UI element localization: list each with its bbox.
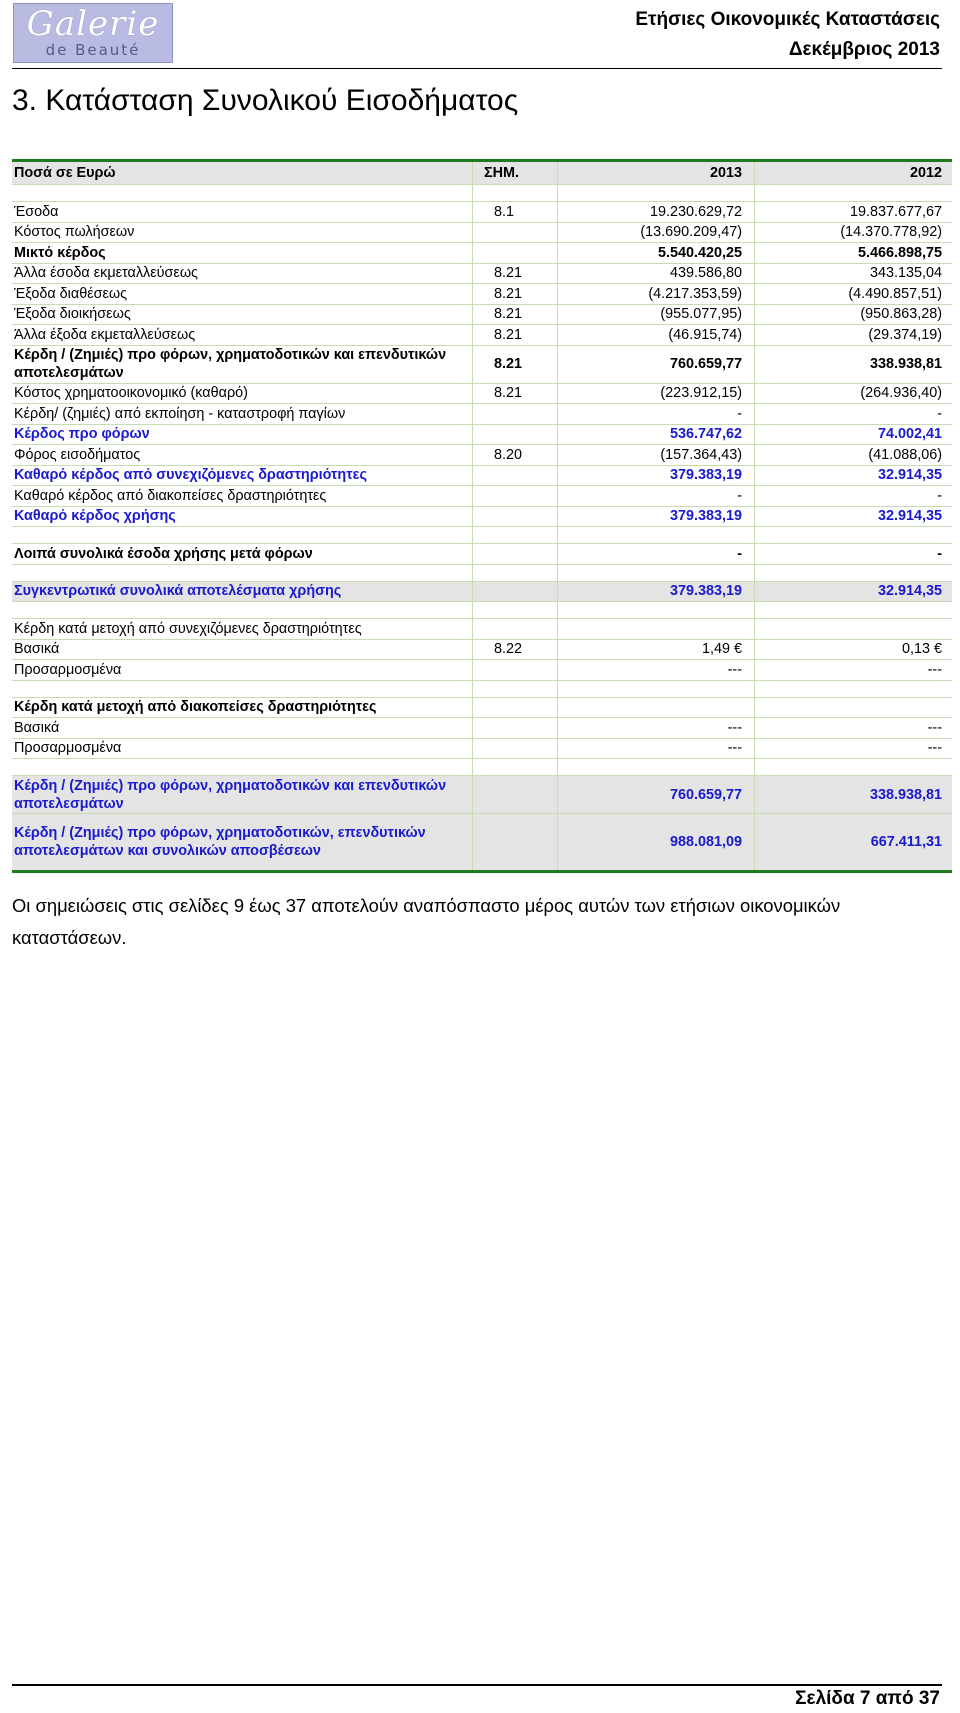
row-value-2013: 988.081,09	[669, 834, 742, 850]
row-value-2013: (13.690.209,47)	[640, 224, 742, 241]
row-value-2013: 536.747,62	[669, 426, 742, 443]
row-label: Μικτό κέρδος	[14, 244, 106, 261]
table-row	[12, 544, 952, 565]
row-value-2013: ---	[727, 740, 742, 757]
table-row	[12, 698, 952, 719]
table-row	[12, 284, 952, 305]
table-row	[12, 445, 952, 466]
row-note: 8.21	[494, 385, 523, 402]
row-value-2013: (46.915,74)	[668, 326, 742, 343]
row-value-2012: 32.914,35	[877, 467, 942, 484]
row-value-2012: 5.466.898,75	[857, 244, 942, 261]
logo-main-text: Galerie	[26, 4, 160, 44]
row-value-2013: 379.383,19	[669, 467, 742, 484]
row-label: Κέρδη/ (ζημιές) από εκποίηση - καταστροφή παγίων	[14, 405, 346, 422]
row-value-2012: (29.374,19)	[868, 326, 942, 343]
row-label: Συγκεντρωτικά συνολικά αποτελέσματα χρήσης	[14, 583, 342, 600]
table-row	[12, 776, 952, 814]
header-title: Ετήσιες Οικονομικές Καταστάσεις	[635, 9, 940, 30]
table-row	[12, 814, 952, 873]
row-label: Έξοδα διαθέσεως	[14, 285, 128, 302]
logo-sub-text: de Beauté	[45, 41, 141, 59]
table-row	[12, 202, 952, 223]
table-row	[12, 264, 952, 285]
row-label: Κέρδος προ φόρων	[14, 426, 150, 443]
table-row	[12, 223, 952, 244]
row-note	[472, 425, 557, 445]
row-value-2013: 379.383,19	[669, 583, 742, 600]
table-header-row	[12, 159, 952, 185]
row-value-2012: -	[937, 487, 942, 504]
row-value-2012: ---	[927, 740, 942, 757]
row-label: Κέρδη / (Ζημιές) προ φόρων, χρηματοδοτικών και επενδυτικών αποτελεσμάτων	[14, 347, 447, 381]
spacer-row	[12, 185, 952, 202]
row-label: Κέρδη κατά μετοχή από συνεχιζόμενες δραστηριότητες	[14, 620, 362, 637]
row-value-2013: (4.217.353,59)	[648, 285, 742, 302]
row-note: 8.21	[494, 306, 523, 323]
row-note: 8.22	[494, 641, 523, 658]
row-value-2013: 1,49 €	[701, 641, 742, 658]
table-row	[12, 640, 952, 661]
row-note: 8.21	[494, 326, 523, 343]
document-header	[635, 5, 940, 65]
row-label: Καθαρό κέρδος χρήσης	[14, 508, 176, 525]
row-note	[472, 544, 557, 564]
row-value-2012: (4.490.857,51)	[848, 285, 942, 302]
row-value-2013: 439.586,80	[669, 265, 742, 282]
row-note: 8.21	[494, 265, 523, 282]
table-row	[12, 346, 952, 384]
row-value-2013: -	[737, 487, 742, 504]
row-value-2012: 0,13 €	[901, 641, 942, 658]
row-note	[472, 698, 557, 718]
row-note	[472, 507, 557, 527]
page-number: Σελίδα 7 από 37	[795, 1688, 940, 1709]
row-note: 8.21	[494, 285, 523, 302]
header-period: Δεκέμβριος 2013	[788, 39, 940, 60]
row-value-2013: 19.230.629,72	[649, 203, 742, 220]
header-divider	[12, 68, 942, 69]
row-label: Κέρδη / (Ζημιές) προ φόρων, χρηματοδοτικών, επενδυτικών αποτελεσμάτων και συνολικών αποσβέσεων	[14, 825, 426, 859]
table-row	[12, 619, 952, 640]
row-note: 8.21	[494, 356, 523, 372]
row-value-2013: 5.540.420,25	[657, 244, 742, 261]
row-label: Λοιπά συνολικά έσοδα χρήσης μετά φόρων	[14, 545, 313, 562]
table-row	[12, 739, 952, 760]
table-row	[12, 486, 952, 507]
row-value-2012: (950.863,28)	[860, 306, 942, 323]
row-value-2013	[557, 698, 752, 718]
column-header-note: ΣΗΜ.	[484, 165, 520, 181]
row-value-2012: 32.914,35	[877, 583, 942, 600]
row-note	[472, 660, 557, 680]
table-row	[12, 325, 952, 346]
spacer-row	[12, 602, 952, 619]
row-label: Κόστος χρηματοοικονομικό (καθαρό)	[14, 385, 248, 402]
row-value-2012: 338.938,81	[869, 786, 942, 803]
row-note	[472, 243, 557, 263]
row-value-2012: 32.914,35	[877, 508, 942, 525]
column-header-2013: 2013	[709, 165, 742, 181]
row-note	[472, 223, 557, 243]
row-value-2012: (41.088,06)	[868, 446, 942, 463]
row-value-2012: -	[937, 405, 942, 422]
spacer-row	[12, 565, 952, 582]
row-value-2012	[757, 619, 952, 639]
row-value-2013: ---	[727, 661, 742, 678]
row-value-2013: 379.383,19	[669, 508, 742, 525]
footer-divider	[12, 1684, 942, 1686]
table-row	[12, 404, 952, 425]
notes-disclaimer: Οι σημειώσεις στις σελίδες 9 έως 37 αποτελούν αναπόσπαστο μέρος αυτών των ετήσιων οικονομικών καταστάσεων.	[12, 895, 841, 948]
page-title: 3. Κατάσταση Συνολικού Εισοδήματος	[12, 84, 519, 117]
row-label: Κέρδη κατά μετοχή από διακοπείσες δραστηριότητες	[14, 699, 377, 716]
spacer-row	[12, 527, 952, 544]
row-value-2012: -	[937, 545, 942, 562]
row-label: Προσαρμοσμένα	[14, 740, 122, 757]
row-label: Έσοδα	[14, 203, 59, 220]
row-value-2012: 74.002,41	[877, 426, 942, 443]
row-note	[472, 466, 557, 486]
table-row	[12, 384, 952, 405]
row-label: Προσαρμοσμένα	[14, 661, 122, 678]
table-row	[12, 466, 952, 487]
row-value-2013: 760.659,77	[669, 356, 742, 372]
row-label: Καθαρό κέρδος από συνεχιζόμενες δραστηριότητες	[14, 467, 367, 484]
row-value-2013: (955.077,95)	[660, 306, 742, 323]
spacer-row	[12, 681, 952, 698]
row-note	[472, 814, 557, 870]
row-label: Κόστος πωλήσεων	[14, 224, 135, 241]
row-value-2013: -	[737, 405, 742, 422]
row-note	[472, 739, 557, 759]
row-label: Άλλα έσοδα εκμεταλλεύσεως	[14, 265, 198, 282]
row-note	[472, 486, 557, 506]
row-value-2012: 19.837.677,67	[849, 203, 942, 220]
table-row	[12, 425, 952, 446]
row-value-2012: (14.370.778,92)	[840, 224, 942, 241]
table-row	[12, 660, 952, 681]
row-value-2013: (157.364,43)	[660, 446, 742, 463]
table-row	[12, 718, 952, 739]
row-value-2012: 338.938,81	[869, 356, 942, 372]
table-row	[12, 243, 952, 264]
row-label: Καθαρό κέρδος από διακοπείσες δραστηριότητες	[14, 487, 327, 504]
row-note	[472, 582, 557, 602]
column-header-2012: 2012	[909, 165, 942, 181]
row-note	[472, 619, 557, 639]
spacer-row	[12, 759, 952, 776]
income-statement-table	[12, 159, 952, 873]
table-row	[12, 507, 952, 528]
table-row	[12, 582, 952, 603]
column-header-label: Ποσά σε Ευρώ	[14, 165, 116, 181]
row-value-2013: 760.659,77	[669, 786, 742, 803]
row-value-2012: (264.936,40)	[860, 385, 942, 402]
row-value-2012: ---	[927, 661, 942, 678]
row-value-2013: (223.912,15)	[660, 385, 742, 402]
row-note	[472, 776, 557, 813]
row-value-2012: 343.135,04	[869, 265, 942, 282]
row-value-2013	[557, 619, 752, 639]
row-value-2013: -	[737, 545, 742, 562]
row-label: Βασικά	[14, 719, 60, 736]
table-row	[12, 305, 952, 326]
row-note	[472, 718, 557, 738]
row-label: Έξοδα διοικήσεως	[14, 306, 131, 323]
row-note: 8.20	[494, 446, 523, 463]
row-note: 8.1	[494, 203, 515, 220]
row-label: Φόρος εισοδήματος	[14, 446, 141, 463]
row-value-2012	[757, 698, 952, 718]
row-label: Βασικά	[14, 641, 60, 658]
company-logo	[13, 3, 173, 63]
row-label: Άλλα έξοδα εκμεταλλεύσεως	[14, 326, 196, 343]
row-value-2013: ---	[727, 719, 742, 736]
row-value-2012: 667.411,31	[870, 834, 942, 850]
row-label: Κέρδη / (Ζημιές) προ φόρων, χρηματοδοτικών και επενδυτικών αποτελεσμάτων	[14, 777, 447, 812]
row-value-2012: ---	[927, 719, 942, 736]
row-note	[472, 404, 557, 424]
